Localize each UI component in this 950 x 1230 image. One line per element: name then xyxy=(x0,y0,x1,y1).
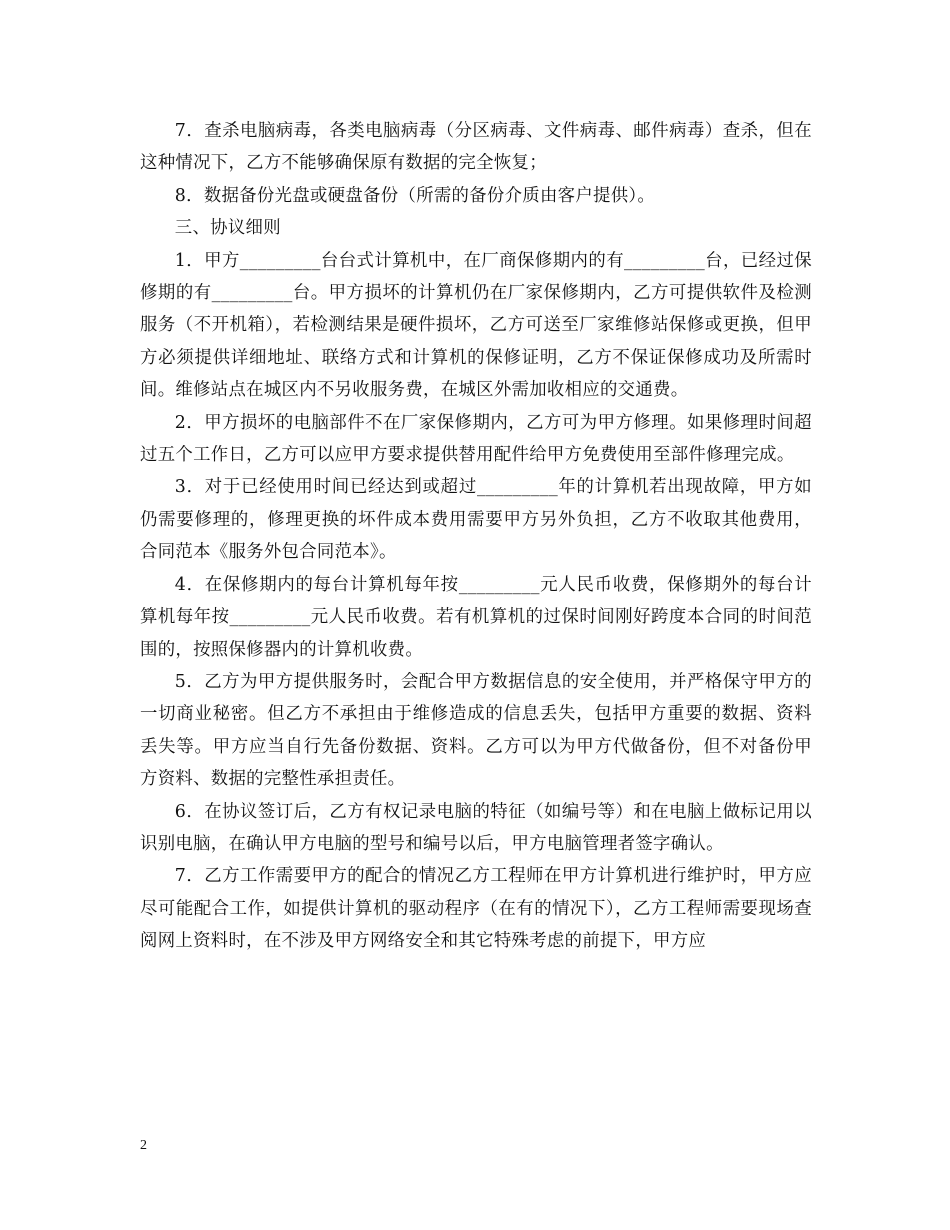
section-heading-agreement-details: 三、协议细则 xyxy=(174,218,281,239)
paragraph-clause-4: 4．在保修期内的每台计算机每年按_________元人民币收费，保修期外的每台计算机每年按_________元人民币收费。若有机算机的过保时间刚好跨度本合同的时间范围的，按照保修器内的计算机收费。 xyxy=(140,574,812,660)
paragraph-clause-5: 5．乙方为甲方提供服务时，会配合甲方数据信息的安全使用，并严格保守甲方的一切商业秘密。但乙方不承担由于维修造成的信息丢失，包括甲方重要的数据、资料丢失等。甲方应当自行先备份数据、资料。乙方可以为甲方代做备份，但不对备份甲方资料、数据的完整性承担责任。 xyxy=(140,671,812,790)
paragraph-item-8-backup: 8．数据备份光盘或硬盘备份（所需的备份介质由客户提供）。 xyxy=(174,185,656,206)
paragraph-clause-3: 3．对于已经使用时间已经达到或超过_________年的计算机若出现故障，甲方如仍需要修理的，修理更换的坏件成本费用需要甲方另外负担，乙方不收取其他费用，合同范本《服务外包合同范本》。 xyxy=(140,477,812,563)
document-body xyxy=(140,115,812,958)
paragraph-clause-6: 6．在协议签订后，乙方有权记录电脑的特征（如编号等）和在电脑上做标记用以识别电脑，在确认甲方电脑的型号和编号以后，甲方电脑管理者签字确认。 xyxy=(140,801,812,854)
paragraph-item-7-antivirus: 7．查杀电脑病毒，各类电脑病毒（分区病毒、文件病毒、邮件病毒）查杀，但在这种情况下，乙方不能够确保原有数据的完全恢复； xyxy=(140,121,812,174)
page-number: 2 xyxy=(140,1138,147,1153)
paragraph-clause-2: 2．甲方损坏的电脑部件不在厂家保修期内，乙方可为甲方修理。如果修理时间超过五个工作日，乙方可以应甲方要求提供替用配件给甲方免费使用至部件修理完成。 xyxy=(140,412,812,466)
paragraph-clause-7: 7．乙方工作需要甲方的配合的情况乙方工程师在甲方计算机进行维护时，甲方应尽可能配合工作，如提供计算机的驱动程序（在有的情况下），乙方工程师需要现场查阅网上资料时，在不涉及甲方网络安全和其它特殊考虑的前提下，甲方应 xyxy=(140,866,812,952)
paragraph-clause-1: 1．甲方_________台台式计算机中，在厂商保修期内的有_________台，已经过保修期的有_________台。甲方损坏的计算机仍在厂家保修期内，乙方可提供软件及检测服务（不开机箱），若检测结果是硬件损坏，乙方可送至厂家维修站保修或更换，但甲方必须提供详细地址、联络方式和计算机的保修证明，乙方不保证保修成功及所需时间。维修站点在城区内不另收服务费，在城区外需加收相应的交通费。 xyxy=(140,250,812,401)
